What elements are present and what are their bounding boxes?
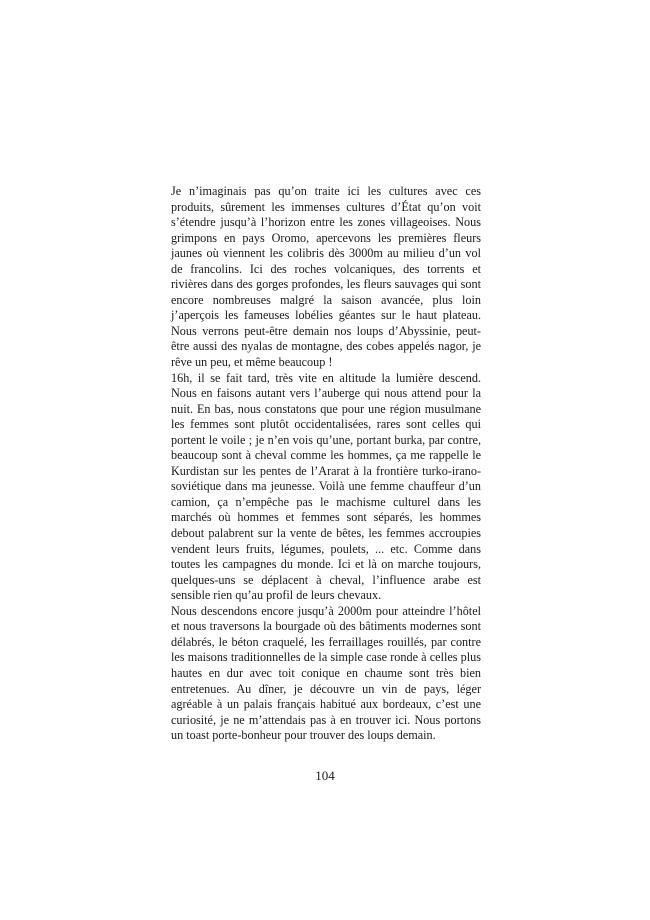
paragraph-2: 16h, il se fait tard, très vite en altitude la lumière descend. Nous en faisons autant vers l’auberge qui nous attend pour la nuit. En bas, nous constatons que pour une région musulmane les femmes sont plutôt occidentalisées, rares sont celles qui portent le voile ; je n’en vois qu’une, portant burka, par contre, beaucoup sont à cheval comme les hommes, ça me rappelle le Kurdistan sur les pentes de l’Ararat à la frontière turko-irano-soviétique dans ma jeunesse. Voilà une femme chauffeur d’un camion, ça n’empêche pas le machisme culturel dans les marchés où hommes et femmes sont séparés, les hommes debout palabrent sur la vente de bêtes, les femmes accroupies vendent leurs fruits, légumes, poulets, ... etc. Comme dans toutes les campagnes du monde. Ici et là on marche toujours, quelques-uns se déplacent à cheval, l’influence arabe est sensible rien qu’au profil de leurs chevaux. (171, 370, 481, 603)
paragraph-3: Nous descendons encore jusqu’à 2000m pour atteindre l’hôtel et nous traversons la bourgade où des bâtiments modernes sont délabrés, le béton craquelé, les ferraillages rouillés, par contre les maisons traditionnelles de la simple case ronde à celles plus hautes en dur avec toit conique en chaume sont très bien entretenues. Au dîner, je découvre un vin de pays, léger agréable à un palais français habitué aux bordeaux, c’est une curiosité, je ne m’attendais pas à en trouver ici. Nous portons un toast porte-bonheur pour trouver des loups demain. (171, 603, 481, 743)
body-text (171, 184, 481, 744)
page-number: 104 (315, 768, 335, 783)
paragraph-1: Je n’imaginais pas qu’on traite ici les cultures avec ces produits, sûrement les immenses cultures d’État qu’on voit s’étendre jusqu’à l’horizon entre les zones villageoises. Nous grimpons en pays Oromo, apercevons les premières fleurs jaunes où viennent les colibris dès 3000m au milieu d’un vol de francolins. Ici des roches volcaniques, des torrents et rivières dans des gorges profondes, les fleurs sauvages qui sont encore nombreuses malgré la saison avancée, plus loin j’aperçois les fameuses lobélies géantes sur le haut plateau. Nous verrons peut-être demain nos loups d’Abyssinie, peut-être aussi des nyalas de montagne, des cobes appelés nagor, je rêve un peu, et même beaucoup ! (171, 184, 481, 370)
